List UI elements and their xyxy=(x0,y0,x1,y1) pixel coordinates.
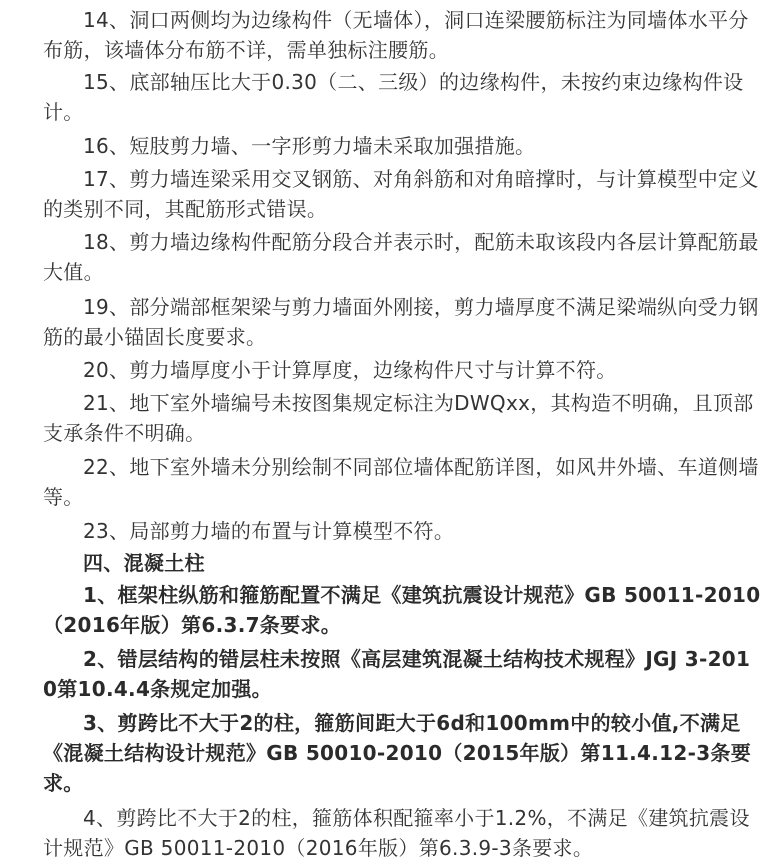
paragraph-17: 17、剪力墙连梁采用交叉钢筋、对角斜筋和对角暗撑时，与计算模型中定义的类别不同，其配筋形式错误。 xyxy=(43,167,759,221)
column-item-2: 2、错层结构的错层柱未按照《高层建筑混凝土结构技术规程》JGJ 3-2010第10.4.4条规定加强。 xyxy=(43,647,751,701)
paragraph-21: 21、地下室外墙编号未按图集规定标注为DWQxx，其构造不明确，且顶部支承条件不明确。 xyxy=(43,391,754,445)
paragraph-22: 22、地下室外墙未分别绘制不同部位墙体配筋详图，如风井外墙、车道侧墙等。 xyxy=(43,455,759,509)
paragraph-19: 19、部分端部框架梁与剪力墙面外刚接，剪力墙厚度不满足梁端纵向受力钢筋的最小锚固长度要求。 xyxy=(43,295,759,349)
column-item-4: 4、剪跨比不大于2的柱，箍筋体积配箍率小于1.2%，不满足《建筑抗震设计规范》GB 50011-2010（2016年版）第6.3.9-3条要求。 xyxy=(43,806,750,860)
paragraph-18: 18、剪力墙边缘构件配筋分段合并表示时，配筋未取该段内各层计算配筋最大值。 xyxy=(43,230,759,284)
paragraph-20: 20、剪力墙厚度小于计算厚度，边缘构件尺寸与计算不符。 xyxy=(83,358,617,382)
column-item-1: 1、框架柱纵筋和箍筋配置不满足《建筑抗震设计规范》GB 50011-2010（2016年版）第6.3.7条要求。 xyxy=(43,583,761,637)
column-item-3: 3、剪跨比不大于2的柱，箍筋间距大于6d和100mm中的较小值,不满足《混凝土结构设计规范》GB 50010-2010（2015年版）第11.4.12-3条要求。 xyxy=(43,711,752,795)
section-heading: 四、混凝土柱 xyxy=(83,551,205,575)
paragraph-14: 14、洞口两侧均为边缘构件（无墙体），洞口连梁腰筋标注为同墙体水平分布筋，该墙体分布筋不详，需单独标注腰筋。 xyxy=(43,8,749,62)
paragraph-15: 15、底部轴压比大于0.30（二、三级）的边缘构件，未按约束边缘构件设计。 xyxy=(43,70,744,124)
paragraph-23: 23、局部剪力墙的布置与计算模型不符。 xyxy=(83,519,455,543)
paragraph-16: 16、短肢剪力墙、一字形剪力墙未采取加强措施。 xyxy=(83,134,536,158)
